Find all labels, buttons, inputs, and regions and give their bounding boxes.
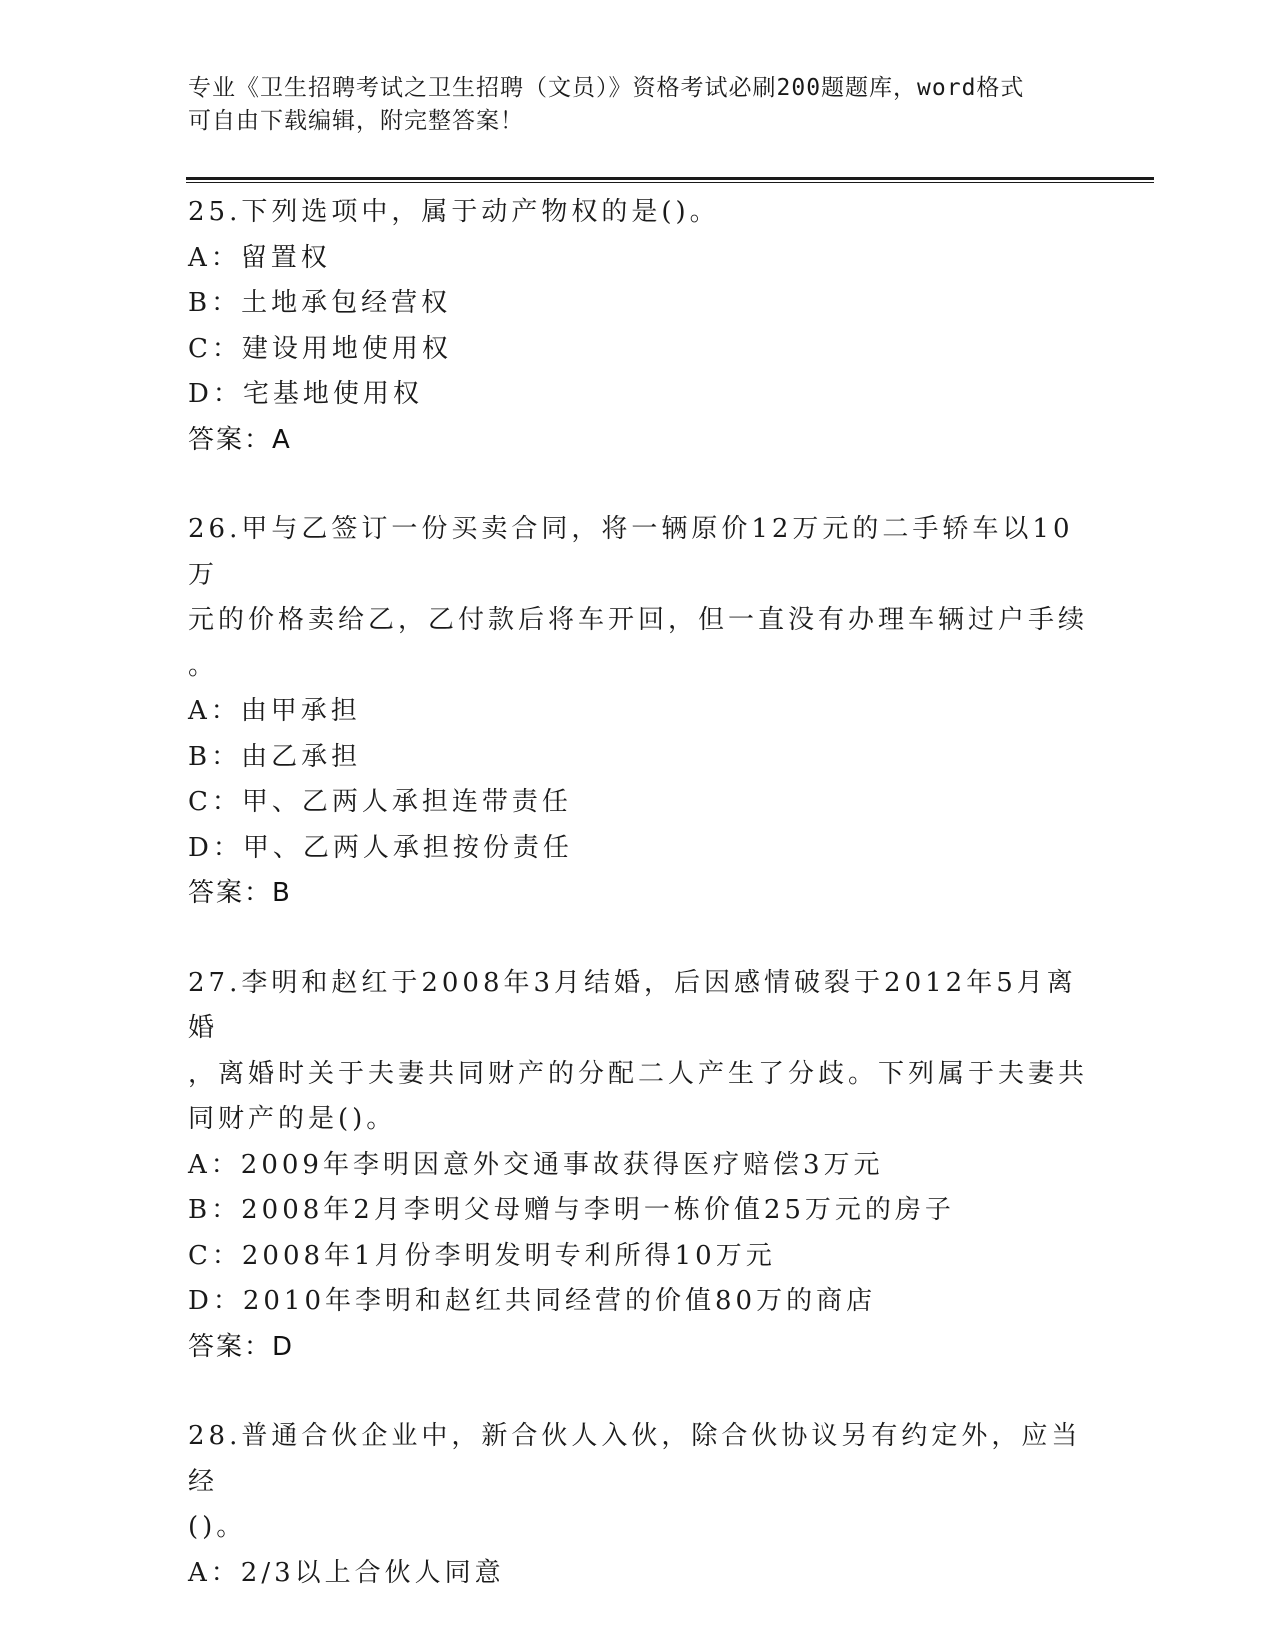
answer-value: A [272, 424, 292, 455]
answer-line [188, 1325, 1088, 1371]
header-divider-thin [186, 182, 1154, 183]
answer-label: 答案： [188, 424, 273, 455]
question-stem-line-2: 元的价格卖给乙，乙付款后将车开回，但一直没有办理车辆过户手续 [188, 605, 1089, 635]
option-d: D：2010年李明和赵红共同经营的价值80万的商店 [188, 1286, 877, 1316]
option-b: B：由乙承担 [188, 741, 362, 772]
option-a: A：由甲承担 [188, 696, 361, 726]
answer-line [188, 871, 1088, 917]
question-stem-line-3: 。 [188, 650, 219, 681]
question-stem-line-2: ()。 [188, 1512, 247, 1542]
option-c: C：建设用地使用权 [188, 333, 452, 364]
question-26 [188, 507, 1088, 917]
answer-line [188, 418, 1088, 464]
question-stem-line-2: ，离婚时关于夫妻共同财产的分配二人产生了分歧。下列属于夫妻共 [188, 1058, 1089, 1089]
question-27 [188, 961, 1088, 1371]
document-header [188, 72, 1088, 138]
option-b: B：2008年2月李明父母赠与李明一栋价值25万元的房子 [188, 1195, 955, 1225]
option-c: C：甲、乙两人承担连带责任 [188, 787, 572, 817]
question-stem: 25.下列选项中，属于动产物权的是()。 [188, 197, 720, 227]
option-a: A：2/3以上合伙人同意 [188, 1557, 505, 1588]
question-list [188, 190, 1088, 1596]
answer-value: D [272, 1331, 295, 1362]
option-b: B：土地承包经营权 [188, 288, 452, 318]
header-divider-thick [186, 177, 1154, 180]
option-d: D：甲、乙两人承担按份责任 [188, 832, 573, 863]
question-stem-line-1: 27.李明和赵红于2008年3月结婚，后因感情破裂于2012年5月离婚 [188, 967, 1077, 1043]
header-title-line-2: 可自由下载编辑，附完整答案！ [188, 108, 524, 134]
answer-value: B [272, 878, 292, 908]
question-28 [188, 1414, 1088, 1596]
option-c: C：2008年1月份李明发明专利所得10万元 [188, 1240, 776, 1271]
header-title-line-1: 专业《卫生招聘考试之卫生招聘（文员）》资格考试必刷200题题库，word格式 [188, 75, 1025, 101]
question-stem-line-1: 26.甲与乙签订一份买卖合同，将一辆原价12万元的二手轿车以10万 [188, 514, 1074, 590]
option-a: A：留置权 [188, 242, 331, 273]
answer-label: 答案： [188, 1331, 273, 1362]
question-stem-line-1: 28.普通合伙企业中，新合伙人入伙，除合伙协议另有约定外，应当经 [188, 1421, 1082, 1497]
option-a: A：2009年李明因意外交通事故获得医疗赔偿3万元 [188, 1149, 884, 1180]
question-stem-line-3: 同财产的是()。 [188, 1104, 397, 1134]
question-25 [188, 190, 1088, 463]
answer-label: 答案： [188, 878, 273, 908]
option-d: D：宅基地使用权 [188, 379, 423, 409]
